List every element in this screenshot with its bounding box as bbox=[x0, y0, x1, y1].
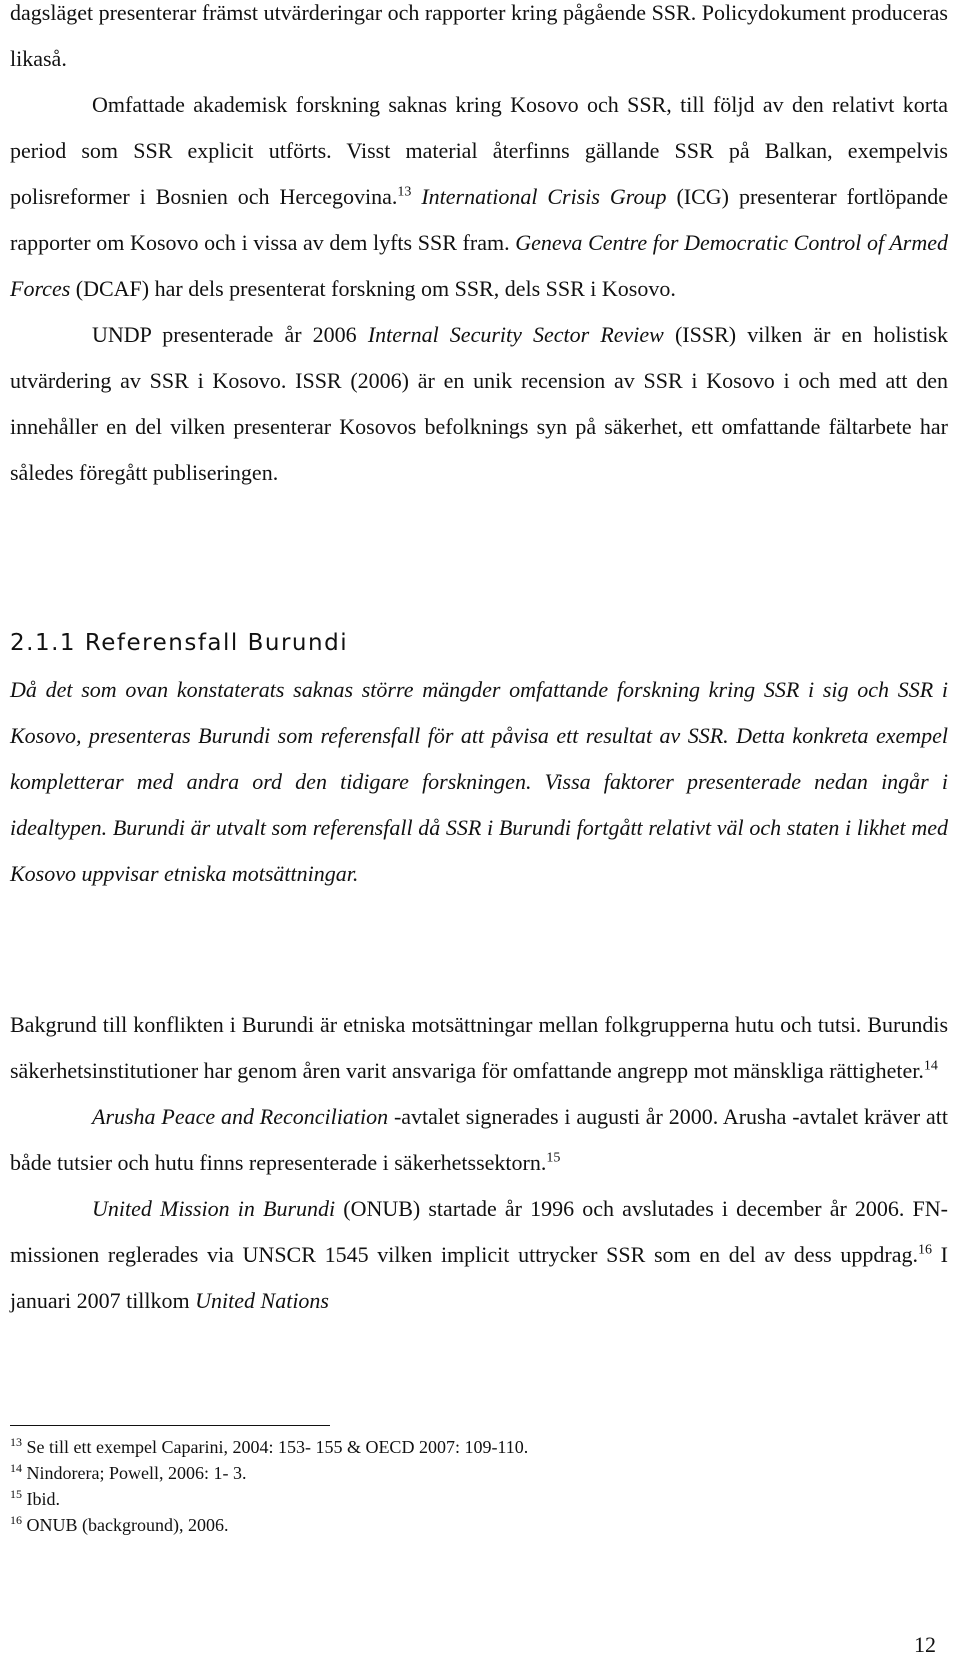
footnote-text: Nindorera; Powell, 2006: 1- 3. bbox=[22, 1463, 247, 1483]
paragraph-research bbox=[10, 82, 948, 312]
text-run: (ICG) presenterar fortlöpande rapporter om Kosovo och i vissa av dem lyfts SSR fram. bbox=[10, 184, 949, 255]
footnote-reference: 15 bbox=[546, 1150, 561, 1166]
italic-title: International Crisis Group bbox=[421, 184, 667, 209]
text-run: (ONUB) startade år 1996 och avslutades i december år 2006. FN- missionen reglerades via UNSCR 1545 vilken implicit uttrycker SSR som en del av dess uppdrag. bbox=[10, 1196, 948, 1267]
italic-title: Internal Security Sector Review bbox=[367, 322, 664, 347]
footnote-number: 14 bbox=[10, 1461, 22, 1475]
text-run: -avtalet signerades i augusti år 2000. Arusha -avtalet kräver att både tutsier och hutu finns representerade i säkerhetssektorn. bbox=[10, 1104, 948, 1175]
text-run: Bakgrund till konflikten i Burundi är etniska motsättningar mellan folkgrupperna hutu och tutsi. Burundis säkerhetsinstitutioner har genom åren varit ansvariga för omfattande angrepp mot mänskliga rättigheter. bbox=[10, 1012, 948, 1083]
paragraph-arusha bbox=[10, 1094, 948, 1186]
text-run: I januari 2007 tillkom bbox=[10, 1242, 948, 1313]
italic-title: Arusha Peace and Reconciliation bbox=[92, 1104, 389, 1129]
footnote-text: Se till ett exempel Caparini, 2004: 153- 155 & OECD 2007: 109-110. bbox=[22, 1437, 529, 1457]
text-run: dagsläget presenterar främst utvärderingar och rapporter kring pågående SSR. Policydokument produceras likaså. bbox=[10, 0, 948, 71]
document-page bbox=[10, 0, 950, 1666]
footnote-divider bbox=[10, 1425, 330, 1426]
text-run: (ISSR) vilken är en holistisk utvärdering av SSR i Kosovo. ISSR (2006) är en unik recension av SSR i Kosovo i och med att den innehåller en del vilken presenterar Kosovos befolknings syn på säkerhet, ett omfattande fältarbete har således föregått publiseringen. bbox=[10, 322, 948, 485]
footnote-number: 15 bbox=[10, 1487, 22, 1501]
text-run: (DCAF) har dels presenterat forskning om SSR, dels SSR i Kosovo. bbox=[70, 276, 676, 301]
footnote-reference: 13 bbox=[397, 184, 412, 200]
paragraph-intro-italic: Då det som ovan konstaterats saknas större mängder omfattande forskning kring SSR i sig och SSR i Kosovo, presenteras Burundi som referensfall för att påvisa ett resultat av SSR. Detta konkreta exempel kompletterar med andra ord den tidigare forskningen. Vissa faktorer presenterade nedan ingår i idealtypen. Burundi är utvalt som referensfall då SSR i Burundi fortgått relativt väl och staten i likhet med Kosovo uppvisar etniska motsättningar. bbox=[10, 677, 948, 886]
italic-title: United Nations bbox=[195, 1288, 329, 1313]
body-text-bottom bbox=[10, 1002, 948, 1324]
paragraph-onub bbox=[10, 1186, 948, 1324]
body-text-top bbox=[10, 0, 948, 496]
footnote-reference: 16 bbox=[917, 1242, 932, 1258]
paragraph-background bbox=[10, 1002, 948, 1094]
footnote-reference: 14 bbox=[923, 1058, 938, 1074]
text-run bbox=[411, 184, 421, 209]
footnote-15 bbox=[10, 1486, 910, 1512]
italic-title: Geneva Centre for Democratic Control of Armed Forces bbox=[10, 230, 948, 301]
footnote-list bbox=[10, 1434, 910, 1538]
footnote-16 bbox=[10, 1512, 910, 1538]
footnote-number: 16 bbox=[10, 1513, 22, 1527]
section-heading: 2.1.1 Referensfall Burundi bbox=[10, 630, 349, 656]
italic-title: United Mission in Burundi bbox=[92, 1196, 336, 1221]
footnote-number: 13 bbox=[10, 1435, 22, 1449]
footnote-13 bbox=[10, 1434, 910, 1460]
text-run: UNDP presenterade år 2006 bbox=[92, 322, 368, 347]
paragraph-ssr-status bbox=[10, 0, 948, 82]
text-run: Omfattade akademisk forskning saknas kring Kosovo och SSR, till följd av den relativt korta period som SSR explicit utförts. Visst material återfinns gällande SSR på Balkan, exempelvis polisreformer i Bosnien och Hercegovina. bbox=[10, 92, 948, 209]
paragraph-undp bbox=[10, 312, 948, 496]
page-number: 12 bbox=[914, 1632, 936, 1657]
footnote-text: ONUB (background), 2006. bbox=[22, 1515, 229, 1535]
footnote-text: Ibid. bbox=[22, 1489, 60, 1509]
footnote-14 bbox=[10, 1460, 910, 1486]
